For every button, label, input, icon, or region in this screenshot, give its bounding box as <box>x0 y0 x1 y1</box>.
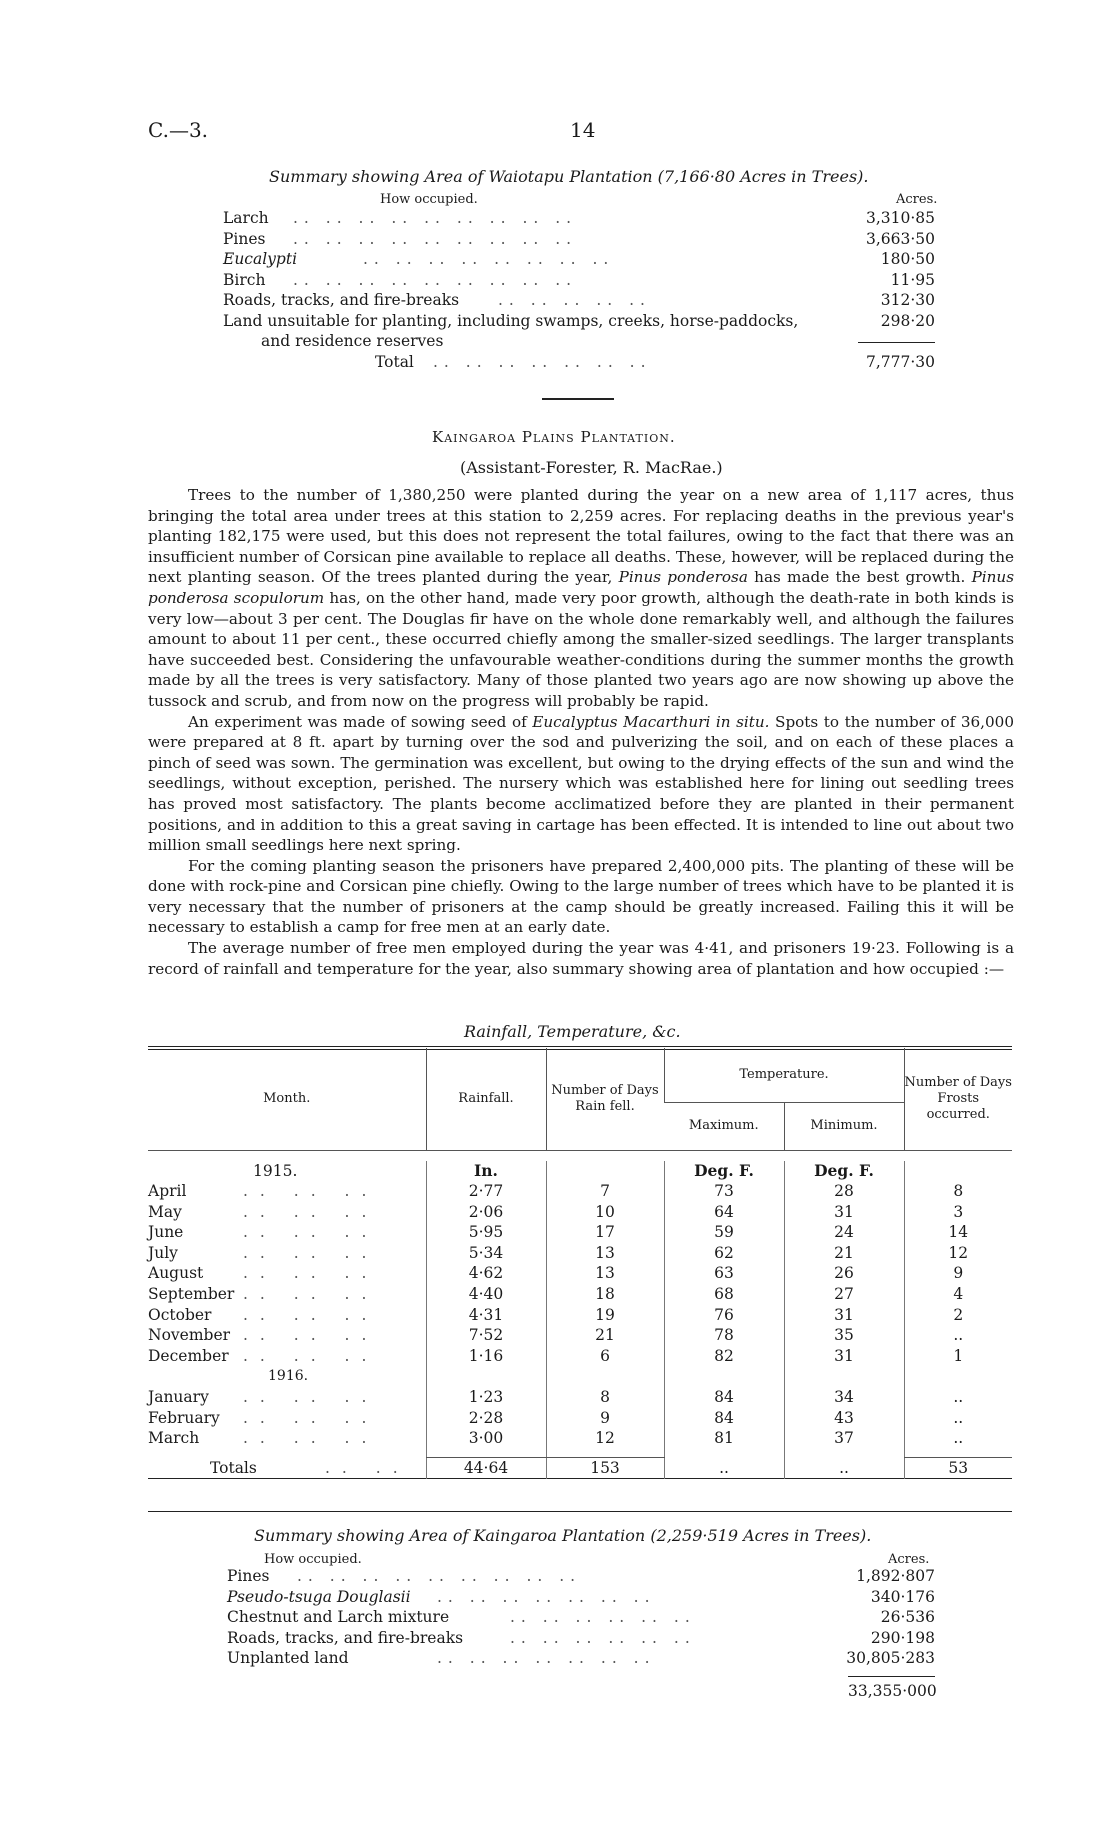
row-label: Pseudo-tsuga Douglasii <box>227 1587 411 1606</box>
max-cell: 64 <box>664 1202 784 1223</box>
kaingaroa-row: Pines .. .. .. .. .. .. .. .. .. 1,892·807 <box>227 1567 935 1585</box>
frosts-cell: 53 <box>904 1457 1012 1479</box>
max-cell: 68 <box>664 1284 784 1305</box>
col-header-month: Month. <box>263 1090 311 1106</box>
days-cell: 21 <box>546 1325 664 1346</box>
units-row <box>148 1161 1012 1182</box>
paragraph: The average number of free men employed during the year was 4·41, and prisoners 19·23. Following is a record of rainfall and temperature for the year, also summary showing area of plantation and how occupied :— <box>148 939 1014 978</box>
rainfall-cell: 2·77 <box>426 1181 546 1202</box>
frosts-cell: .. <box>904 1428 1012 1449</box>
frosts-cell: 1 <box>904 1346 1012 1367</box>
frosts-cell: .. <box>904 1408 1012 1429</box>
waiotapu-row: Pines .. .. .. .. .. .. .. .. .. 3,663·50 <box>223 229 935 248</box>
section-divider <box>542 398 614 400</box>
waiotapu-row: Birch .. .. .. .. .. .. .. .. .. 11·95 <box>223 270 935 289</box>
section-heading: Kaingaroa Plains Plantation. <box>432 428 676 446</box>
min-cell: .. <box>784 1457 904 1479</box>
unit-label: Deg. F. <box>664 1161 784 1182</box>
max-cell: 84 <box>664 1387 784 1408</box>
month-name: November <box>148 1326 231 1345</box>
row-value: 298·20 <box>880 311 935 330</box>
row-value: 312·30 <box>880 291 935 309</box>
max-cell: 62 <box>664 1243 784 1264</box>
year-label: 1915. <box>253 1161 298 1180</box>
waiotapu-col-header-left: How occupied. <box>380 192 478 207</box>
row-label: Land unsuitable for planting, including swamps, creeks, horse-paddocks, <box>223 311 799 330</box>
row-label: Chestnut and Larch mixture <box>227 1608 450 1626</box>
max-cell: 73 <box>664 1181 784 1202</box>
row-label: and residence reserves <box>261 332 444 350</box>
table-row: February .. .. .. 2·28 9 84 43 .. <box>148 1408 1012 1429</box>
table-row: November .. .. .. 7·52 21 78 35 .. <box>148 1325 1012 1346</box>
table-row: October .. .. .. 4·31 19 76 31 2 <box>148 1305 1012 1326</box>
total-value: 7,777·30 <box>865 352 935 371</box>
max-cell: 76 <box>664 1305 784 1326</box>
row-label: Unplanted land <box>227 1649 349 1667</box>
row-value: 1,892·807 <box>856 1567 935 1585</box>
kaingaroa-row: Pseudo-tsuga Douglasii .. .. .. .. .. .. .. 340·176 <box>227 1587 935 1606</box>
min-cell: 35 <box>784 1325 904 1346</box>
waiotapu-row: Eucalypti .. .. .. .. .. .. .. .. 180·50 <box>223 250 935 268</box>
month-name: June <box>148 1223 184 1242</box>
days-cell: 6 <box>546 1346 664 1367</box>
max-cell: 81 <box>664 1428 784 1449</box>
kaingaroa-row: Unplanted land .. .. .. .. .. .. .. 30,805·283 <box>227 1649 935 1667</box>
min-cell: 37 <box>784 1428 904 1449</box>
min-cell: 31 <box>784 1346 904 1367</box>
month-name: January <box>148 1388 209 1407</box>
total-rule <box>848 1676 935 1677</box>
table-row: January .. .. .. 1·23 8 84 34 .. <box>148 1387 1012 1408</box>
row-value: 3,663·50 <box>865 229 935 248</box>
kaingaroa-summary-title: Summary showing Area of Kaingaroa Plantation (2,259·519 Acres in Trees). <box>254 1526 872 1545</box>
max-cell: .. <box>664 1457 784 1479</box>
rainfall-cell: 44·64 <box>426 1457 546 1479</box>
rainfall-cell: 3·00 <box>426 1428 546 1449</box>
rainfall-cell: 1·23 <box>426 1387 546 1408</box>
max-cell: 78 <box>664 1325 784 1346</box>
table-row: August .. .. .. 4·62 13 63 26 9 <box>148 1263 1012 1284</box>
row-label: Larch <box>223 209 269 227</box>
kaingaroa-summary-table <box>227 1566 935 1669</box>
row-label: Pines <box>223 229 266 248</box>
kaingaroa-col-header-left: How occupied. <box>264 1552 362 1567</box>
month-name: October <box>148 1305 212 1324</box>
days-cell: 10 <box>546 1202 664 1223</box>
days-cell: 17 <box>546 1222 664 1243</box>
min-cell: 28 <box>784 1181 904 1202</box>
kaingaroa-row: Chestnut and Larch mixture .. .. .. .. .. .. 26·536 <box>227 1608 935 1626</box>
row-label: Birch <box>223 270 266 289</box>
max-cell: 59 <box>664 1222 784 1243</box>
max-cell: 84 <box>664 1408 784 1429</box>
rainfall-cell: 1·16 <box>426 1346 546 1367</box>
table-row: April .. .. .. 2·77 7 73 28 8 <box>148 1181 1012 1202</box>
unit-label: In. <box>426 1161 546 1182</box>
rainfall-cell: 4·40 <box>426 1284 546 1305</box>
row-value: 340·176 <box>870 1587 935 1606</box>
frosts-cell: 4 <box>904 1284 1012 1305</box>
row-value: 180·50 <box>880 250 935 268</box>
min-cell: 27 <box>784 1284 904 1305</box>
table-top-rule <box>148 1046 1012 1047</box>
rainfall-cell: 4·62 <box>426 1263 546 1284</box>
month-name: August <box>148 1264 204 1283</box>
frosts-cell: .. <box>904 1387 1012 1408</box>
total-rule <box>858 342 935 343</box>
row-label: Eucalypti <box>223 250 298 268</box>
max-cell: 82 <box>664 1346 784 1367</box>
row-value: 26·536 <box>880 1608 935 1626</box>
section-subheading: (Assistant-Forester, R. MacRae.) <box>460 458 723 477</box>
rainfall-cell: 5·34 <box>426 1243 546 1264</box>
days-cell: 7 <box>546 1181 664 1202</box>
month-name: March <box>148 1429 200 1448</box>
days-cell: 9 <box>546 1408 664 1429</box>
frosts-cell: .. <box>904 1325 1012 1346</box>
frosts-cell: 14 <box>904 1222 1012 1243</box>
year-label: 1916. <box>268 1368 309 1385</box>
body-text <box>148 485 1014 979</box>
waiotapu-total-row: Total .. .. .. .. .. .. .. 7,777·30 <box>375 352 935 371</box>
table-bottom-rule <box>148 1511 1012 1512</box>
row-value: 290·198 <box>870 1628 935 1647</box>
row-label: Pines <box>227 1567 270 1585</box>
row-label: Roads, tracks, and fire-breaks <box>227 1628 464 1647</box>
rainfall-cell: 5·95 <box>426 1222 546 1243</box>
kaingaroa-col-header-right: Acres. <box>888 1552 930 1567</box>
min-cell: 24 <box>784 1222 904 1243</box>
year-row <box>148 1366 1012 1387</box>
col-header-maximum: Maximum. <box>688 1118 759 1133</box>
col-header-days-rain: Number of Days Rain fell. <box>546 1048 664 1150</box>
rainfall-cell: 2·28 <box>426 1408 546 1429</box>
total-label: Total <box>375 352 414 371</box>
waiotapu-row-continuation <box>223 331 935 352</box>
paragraph: For the coming planting season the prisoners have prepared 2,400,000 pits. The planting of these will be done with rock-pine and Corsican pine chiefly. Owing to the large number of trees which have to be planted it is very necessary that the number of prisoners at the camp should be greatly increased. Failing this it will be necessary to establish a camp for free men at an early date. <box>148 856 1014 937</box>
kaingaroa-row: Roads, tracks, and fire-breaks .. .. .. .. .. .. 290·198 <box>227 1628 935 1647</box>
rainfall-cell: 2·06 <box>426 1202 546 1223</box>
col-header-rainfall: Rainfall. <box>426 1048 546 1150</box>
table-row: December .. .. .. 1·16 6 82 31 1 <box>148 1346 1012 1367</box>
min-cell: 31 <box>784 1202 904 1223</box>
row-value: 11·95 <box>890 270 935 289</box>
min-cell: 34 <box>784 1387 904 1408</box>
rainfall-cell: 7·52 <box>426 1325 546 1346</box>
days-cell: 8 <box>546 1387 664 1408</box>
col-header-minimum: Minimum. <box>784 1102 904 1150</box>
month-name: April <box>148 1182 187 1201</box>
month-name: May <box>148 1202 182 1221</box>
page-reference: C.—3. <box>148 118 209 142</box>
rain-table-title: Rainfall, Temperature, &c. <box>464 1022 681 1041</box>
rainfall-cell: 4·31 <box>426 1305 546 1326</box>
paragraph: Trees to the number of 1,380,250 were planted during the year on a new area of 1,117 acres, thus bringing the total area under trees at this station to 2,259 acres. For replacing deaths in the previous year's planting 182,175 were used, but this does not represent the total failures, owing to the fact that there was an insufficient number of Corsican pine available to replace all deaths. These, however, will be replaced during the next planting season. Of the trees planted during the year, Pinus ponderosa has made the best growth. Pinus ponderosa scopulorum has, on the other hand, made very poor growth, although the death-rate in both kinds is very low—about 3 per cent. The Douglas fir have on the whole done remarkably well, and although the failures amount to about 11 per cent., these occurred chiefly among the smaller-sized seedlings. The larger transplants have succeeded best. Considering the unfavourable weather-conditions during the summer months the growth made by all the trees is very satisfactory. Many of those planted two years ago are now showing up above the tussock and scrub, and from now on the progress will probably be rapid. <box>148 486 1015 710</box>
waiotapu-row <box>223 311 935 332</box>
table-row: September .. .. .. 4·40 18 68 27 4 <box>148 1284 1012 1305</box>
waiotapu-summary-table <box>223 208 935 372</box>
month-name: July <box>148 1243 178 1262</box>
min-cell: 21 <box>784 1243 904 1264</box>
unit-label: Deg. F. <box>784 1161 904 1182</box>
col-header-frosts: Number of Days Frosts occurred. <box>904 1048 1012 1150</box>
month-name: December <box>148 1346 229 1365</box>
table-row: June .. .. .. 5·95 17 59 24 14 <box>148 1222 1012 1243</box>
row-value: 30,805·283 <box>846 1649 935 1667</box>
rainfall-table <box>148 1048 1012 1479</box>
frosts-cell: 2 <box>904 1305 1012 1326</box>
frosts-cell: 12 <box>904 1243 1012 1264</box>
waiotapu-row: Roads, tracks, and fire-breaks .. .. .. .. .. 312·30 <box>223 291 935 309</box>
days-cell: 12 <box>546 1428 664 1449</box>
month-name: February <box>148 1408 220 1427</box>
totals-row: Totals .. .. 44·64 153 .. .. 53 <box>148 1457 1012 1479</box>
page-number: 14 <box>570 118 596 142</box>
table-row: May .. .. .. 2·06 10 64 31 3 <box>148 1202 1012 1223</box>
col-header-temperature: Temperature. <box>664 1048 904 1102</box>
row-label: Roads, tracks, and fire-breaks <box>223 291 460 309</box>
frosts-cell: 8 <box>904 1181 1012 1202</box>
frosts-cell: 9 <box>904 1263 1012 1284</box>
waiotapu-row: Larch .. .. .. .. .. .. .. .. .. 3,310·85 <box>223 209 935 227</box>
frosts-cell: 3 <box>904 1202 1012 1223</box>
table-row: March .. .. .. 3·00 12 81 37 .. <box>148 1428 1012 1449</box>
table-row: July .. .. .. 5·34 13 62 21 12 <box>148 1243 1012 1264</box>
month-name: September <box>148 1285 235 1304</box>
days-cell: 18 <box>546 1284 664 1305</box>
totals-label: Totals <box>210 1458 257 1477</box>
kaingaroa-total-value: 33,355·000 <box>848 1682 937 1700</box>
row-value: 3,310·85 <box>865 209 935 227</box>
waiotapu-summary-title: Summary showing Area of Waiotapu Plantation (7,166·80 Acres in Trees). <box>269 167 869 186</box>
days-cell: 19 <box>546 1305 664 1326</box>
min-cell: 31 <box>784 1305 904 1326</box>
max-cell: 63 <box>664 1263 784 1284</box>
days-cell: 13 <box>546 1243 664 1264</box>
waiotapu-col-header-right: Acres. <box>896 192 938 207</box>
days-cell: 13 <box>546 1263 664 1284</box>
min-cell: 26 <box>784 1263 904 1284</box>
min-cell: 43 <box>784 1408 904 1429</box>
days-cell: 153 <box>546 1457 664 1479</box>
paragraph: An experiment was made of sowing seed of Eucalyptus Macarthuri in situ. Spots to the number of 36,000 were prepared at 8 ft. apart by turning over the sod and pulverizing the soil, and on each of these places a pinch of seed was sown. The germination was excellent, but owing to the drying effects of the sun and wind the seedlings, without exception, perished. The nursery which was established here for lining out seedling trees has proved most satisfactory. The plants become acclimatized before they are planted in their permanent positions, and in addition to this a great saving in cartage has been effected. It is intended to line out about two million small seedlings here next spring. <box>148 712 1014 855</box>
